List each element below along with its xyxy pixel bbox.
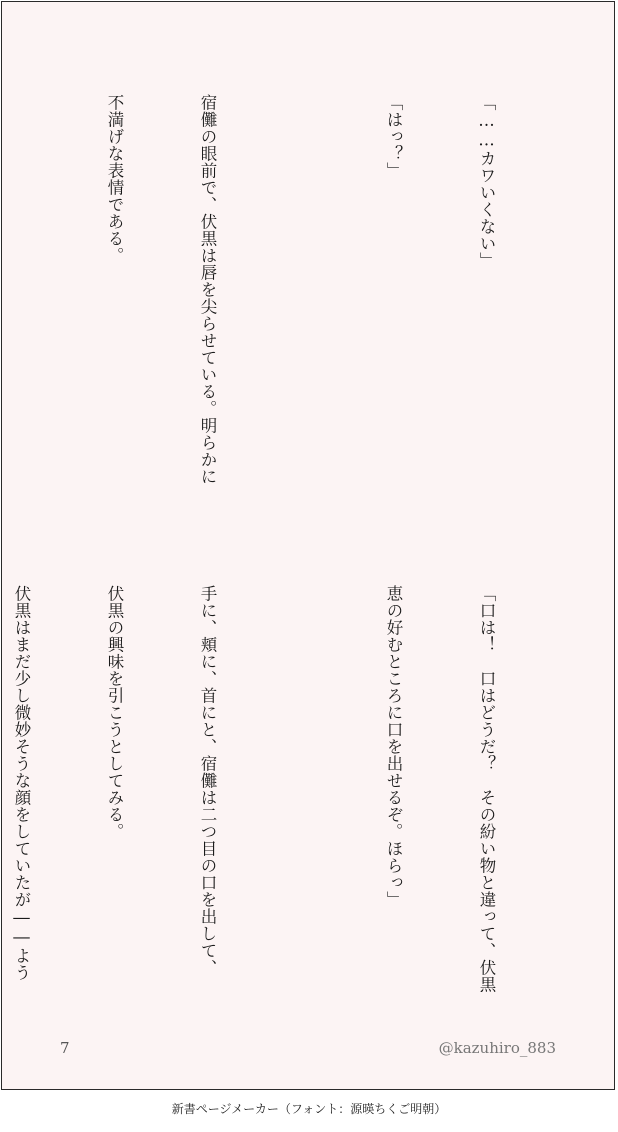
text-line: 伏黒はまだ少し微妙そうな顔をしていたが――よう	[12, 585, 31, 981]
text-line	[285, 585, 316, 1015]
book-page	[1, 1, 615, 1090]
text-line: 「はっ？」	[384, 94, 403, 179]
text-line: 「口は！ 口はどうだ？ その紛い物と違って、伏黒	[477, 585, 496, 993]
text-line: 「……カワいくない」	[477, 94, 496, 269]
text-line: 不満げな表情である。	[105, 94, 124, 264]
footer-credit: 新書ページメーカー（フォント：源暎ちくご明朝）	[171, 1102, 447, 1116]
text-line	[6, 94, 37, 524]
text-line: 伏黒の興味を引こうとしてみる。	[105, 585, 124, 840]
top-text-block	[0, 94, 564, 524]
text-line: 恵の好むところに口を出せるぞ。ほらっ」	[384, 585, 403, 908]
author-handle: @kazuhiro_883	[438, 1039, 556, 1057]
text-line: 手に、頬に、首にと、宿儺は二つ目の口を出して、	[198, 585, 217, 976]
bottom-text-block	[0, 585, 564, 1015]
page-number: 7	[60, 1039, 70, 1057]
text-line	[285, 94, 316, 524]
text-line: 宿儺の眼前で、伏黒は唇を尖らせている。明らかに	[198, 94, 217, 485]
